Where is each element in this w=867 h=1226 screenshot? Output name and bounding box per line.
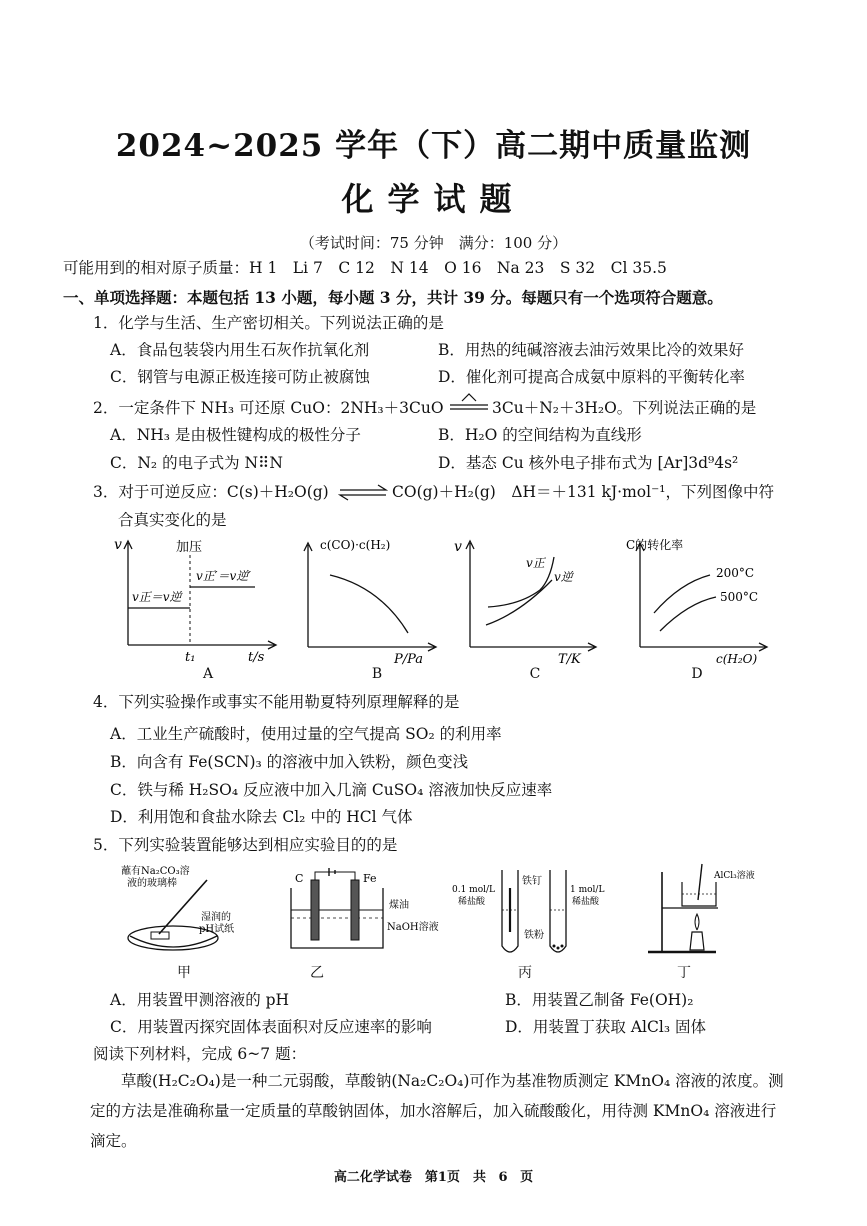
q4-option-a: A．工业生产硫酸时，使用过量的空气提高 SO₂ 的利用率 [110,725,502,743]
q5-option-b: B．用装置乙制备 Fe(OH)₂ [505,991,694,1009]
apparatus-yi-fe: Fe [363,872,377,885]
q2-option-d: D．基态 Cu 核外电子排布式为 [Ar]3d⁹4s² [438,454,739,472]
q4-option-c: C．铁与稀 H₂SO₄ 反应液中加入几滴 CuSO₄ 溶液加快反应速率 [110,781,553,799]
q1-option-b: B．用热的纯碱溶液去油污效果比冷的效果好 [438,341,744,359]
graph-a-lower: v正＝v逆 [132,590,182,604]
apparatus-bing-nail: 铁钉 [522,876,542,887]
reading-intro: 阅读下列材料，完成 6~7 题： [93,1045,307,1063]
graph-c-series2: v逆 [554,570,573,584]
graph-a-upper: v正′＝v逆′ [196,569,252,583]
exam-subtitle: 化学试题 [341,180,526,218]
q1-option-d: D．催化剂可提高合成氨中原料的平衡转化率 [438,368,745,386]
graph-c [450,535,600,670]
apparatus-bing-acid1: 0.1 mol/L [452,885,496,895]
apparatus-yi [283,868,443,958]
q2-stem-pre: 2．一定条件下 NH₃ 可还原 CuO：2NH₃＋3CuO [93,399,444,417]
apparatus-yi-sol: NaOH溶液 [387,922,439,933]
apparatus-jia-label: 甲 [177,965,191,981]
apparatus-jia [115,862,245,962]
apparatus-bing-label: 丙 [518,965,532,981]
apparatus-bing-powder: 铁粉 [524,930,544,941]
apparatus-bing-acid2b: 稀盐酸 [572,897,600,907]
graph-a-label: A [202,666,214,682]
q1-option-a: A．食品包装袋内用生石灰作抗氧化剂 [110,341,370,359]
graph-b-xlabel: P/Pa [394,652,424,667]
graph-d-ylabel: C的转化率 [626,538,684,552]
q3-stem-pre: 3．对于可逆反应：C(s)＋H₂O(g) [93,483,329,501]
page-footer: 高二化学试卷 第1页 共 6 页 [333,1170,534,1185]
graph-d-series1: 200°C [716,566,755,580]
q5-option-d: D．用装置丁获取 AlCl₃ 固体 [505,1018,706,1036]
apparatus-bing-acid2: 1 mol/L [570,885,605,895]
apparatus-ding [640,860,770,960]
apparatus-yi-oil: 煤油 [389,900,409,911]
q4-stem: 4．下列实验操作或事实不能用勒夏特列原理解释的是 [93,693,460,711]
apparatus-ding-label: 丁 [677,965,691,981]
graph-a-xlabel: t/s [248,650,265,665]
section-heading: 一、单项选择题：本题包括 13 小题，每小题 3 分，共计 39 分。每题只有一个选项符合题意。 [63,288,723,307]
q4-option-b: B．向含有 Fe(SCN)₃ 的溶液中加入铁粉，颜色变浅 [110,753,469,771]
graph-a-top: 加压 [176,540,203,555]
q5-option-c: C．用装置丙探究固体表面积对反应速率的影响 [110,1018,432,1036]
equilibrium-arrow-icon [338,482,388,502]
atomic-masses: 可能用到的相对原子质量：H 1 Li 7 C 12 N 14 O 16 Na 23 S 32 Cl 35.5 [63,259,667,277]
graph-a-ylabel: v [114,537,122,553]
apparatus-ding-sol: AlCl₃溶液 [714,871,755,881]
apparatus-bing-acid1b: 稀盐酸 [458,897,486,907]
q3-stem-line2: 合真实变化的是 [118,511,227,529]
exam-info: （考试时间：75 分钟 满分：100 分） [299,234,568,252]
graph-d-label: D [691,666,703,682]
q2-option-c: C．N₂ 的电子式为 N⠿N [110,454,283,472]
exam-title: 2024~2025 学年（下）高二期中质量监测 [115,128,752,164]
graph-b [290,535,440,670]
apparatus-jia-rod2: 液的玻璃棒 [127,878,177,889]
graph-b-ylabel: c(CO)·c(H₂) [320,538,391,552]
apparatus-bing [450,862,615,962]
graph-a-tick: t₁ [185,650,196,665]
graph-c-series1: v正 [526,556,545,570]
graph-c-label: C [529,666,541,682]
q1-stem: 1．化学与生活、生产密切相关。下列说法正确的是 [93,314,444,332]
apparatus-yi-c: C [295,872,304,885]
graph-d-series2: 500°C [720,590,759,604]
graph-c-ylabel: v [454,539,462,555]
apparatus-jia-paper2: pH试纸 [199,924,235,935]
q5-option-a: A．用装置甲测溶液的 pH [110,991,290,1009]
q2-option-a: A．NH₃ 是由极性键构成的极性分子 [110,426,361,444]
apparatus-jia-paper: 湿润的 [201,912,231,923]
q4-option-d: D．利用饱和食盐水除去 Cl₂ 中的 HCl 气体 [110,808,413,826]
q2-stem-post: 3Cu＋N₂＋3H₂O。下列说法正确的是 [492,399,757,417]
graph-d-xlabel: c(H₂O) [716,652,758,666]
graph-b-label: B [371,666,383,682]
heat-arrow-icon [448,392,490,414]
reading-text: 草酸(H₂C₂O₄)是一种二元弱酸，草酸钠(Na₂C₂O₄)可作为基准物质测定 KMnO₄ 溶液的浓度。测定的方法是准确称量一定质量的草酸钠固体，加水溶解后，加入硫酸酸化，用待测 KMnO₄ 溶液进行滴定。 [90,1072,784,1150]
graph-c-xlabel: T/K [558,652,581,667]
graph-d [620,535,770,675]
q5-stem: 5．下列实验装置能够达到相应实验目的的是 [93,836,398,854]
graph-a [110,535,280,665]
q3-stem-post: CO(g)＋H₂(g) ΔH＝＋131 kJ·mol⁻¹，下列图像中符 [392,483,774,501]
apparatus-yi-label: 乙 [310,965,324,981]
apparatus-jia-rod: 蘸有Na₂CO₃溶 [121,866,190,877]
q2-option-b: B．H₂O 的空间结构为直线形 [438,426,642,444]
q1-option-c: C．钢管与电源正极连接可防止被腐蚀 [110,368,370,386]
